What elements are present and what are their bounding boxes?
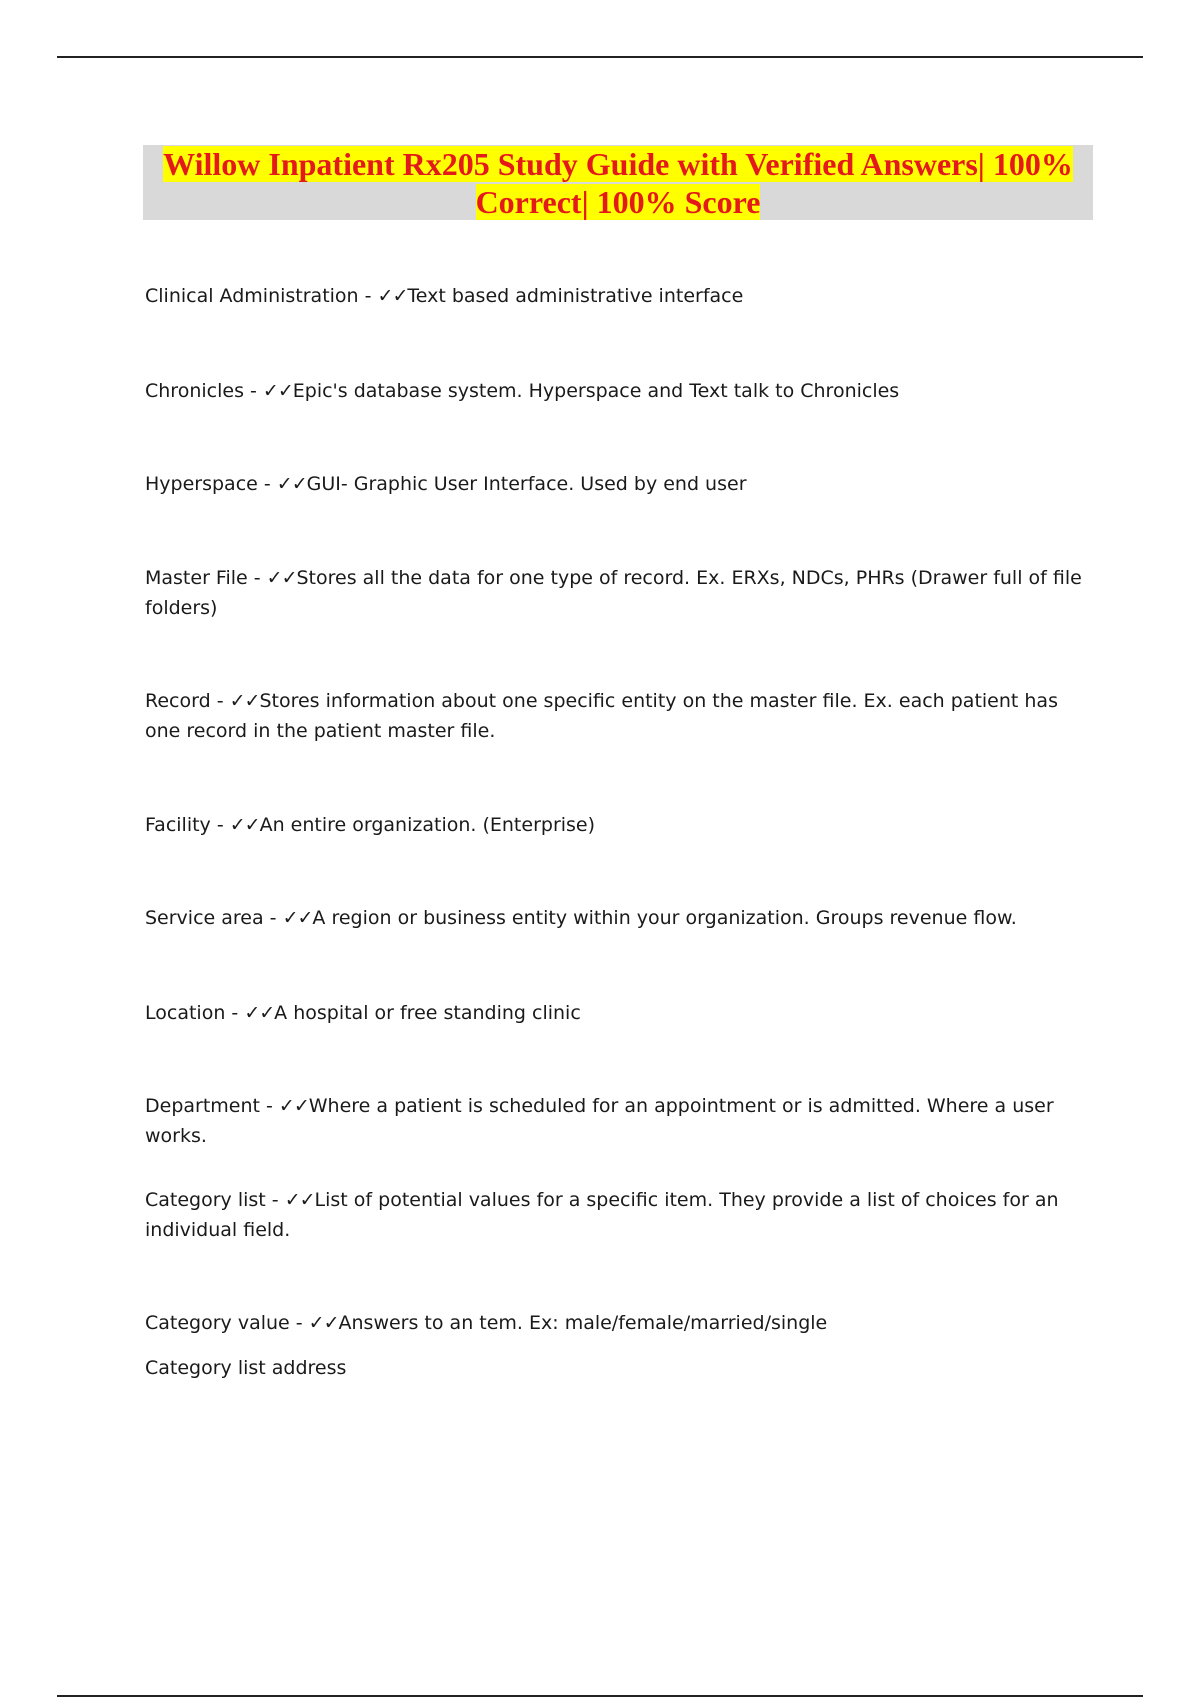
check-marks-icon: ✓✓ [282, 907, 313, 929]
entry-term: Service area [145, 907, 264, 929]
top-rule [57, 56, 1143, 58]
entry-definition: Text based administrative interface [407, 285, 744, 307]
entry-definition: Stores information about one specific entity on the master file. Ex. each patient has one record in the patient master file. [145, 690, 1065, 742]
glossary-entry [145, 1185, 1085, 1245]
entry-definition: List of potential values for a specific item. They provide a list of choices for an individual field. [145, 1189, 1065, 1241]
check-marks-icon: ✓✓ [229, 690, 260, 712]
entry-definition: Answers to an tem. Ex: male/female/married/single [338, 1312, 828, 1334]
entry-separator: - [358, 285, 378, 307]
check-marks-icon: ✓✓ [229, 814, 260, 836]
entry-definition: A hospital or free standing clinic [274, 1002, 581, 1024]
glossary-entry [145, 998, 1085, 1028]
check-marks-icon: ✓✓ [284, 1189, 315, 1211]
document-title-band [143, 145, 1093, 220]
entry-separator: - [247, 567, 267, 589]
check-marks-icon: ✓✓ [262, 380, 293, 402]
entry-separator: - [289, 1312, 309, 1334]
glossary-entry [145, 563, 1088, 623]
glossary-entry [145, 686, 1085, 746]
document-title: Willow Inpatient Rx205 Study Guide with Verified Answers| 100% Correct| 100% Score [163, 146, 1073, 220]
glossary-entry [145, 469, 1085, 499]
entry-definition: GUI- Graphic User Interface. Used by end user [306, 473, 747, 495]
glossary-entry [145, 376, 1085, 406]
entry-definition: A region or business entity within your organization. Groups revenue flow. [312, 907, 1017, 929]
bottom-rule [57, 1695, 1143, 1697]
entry-term: Master File [145, 567, 248, 589]
entry-term: Record [145, 690, 211, 712]
entry-separator: - [210, 690, 230, 712]
entry-term: Facility [145, 814, 211, 836]
glossary-entry [145, 1308, 1085, 1338]
entry-separator: - [257, 473, 277, 495]
entry-term: Chronicles [145, 380, 244, 402]
entry-separator: - [243, 380, 263, 402]
entry-term: Category value [145, 1312, 290, 1334]
entry-separator: - [263, 907, 283, 929]
check-marks-icon: ✓✓ [266, 567, 297, 589]
entry-separator: - [259, 1095, 279, 1117]
entry-separator: - [210, 814, 230, 836]
entry-definition: An entire organization. (Enterprise) [259, 814, 596, 836]
check-marks-icon: ✓✓ [308, 1312, 339, 1334]
check-marks-icon: ✓✓ [276, 473, 307, 495]
entry-definition: Where a patient is scheduled for an appointment or is admitted. Where a user works. [145, 1095, 1060, 1147]
entry-term: Clinical Administration [145, 285, 359, 307]
glossary-entry [145, 903, 1085, 933]
entry-separator: - [265, 1189, 285, 1211]
check-marks-icon: ✓✓ [278, 1095, 309, 1117]
entry-definition: Epic's database system. Hyperspace and Text talk to Chronicles [292, 380, 900, 402]
trailing-line: Category list address [145, 1357, 347, 1379]
glossary-entry [145, 1091, 1085, 1151]
entry-term: Department [145, 1095, 260, 1117]
entry-term: Location [145, 1002, 226, 1024]
check-marks-icon: ✓✓ [244, 1002, 275, 1024]
entry-definition: Stores all the data for one type of record. Ex. ERXs, NDCs, PHRs (Drawer full of file folders) [145, 567, 1088, 619]
glossary-entry [145, 281, 1085, 311]
entry-separator: - [225, 1002, 245, 1024]
entry-term: Category list [145, 1189, 266, 1211]
check-marks-icon: ✓✓ [377, 285, 408, 307]
entry-term: Hyperspace [145, 473, 258, 495]
glossary-entry [145, 810, 1085, 840]
